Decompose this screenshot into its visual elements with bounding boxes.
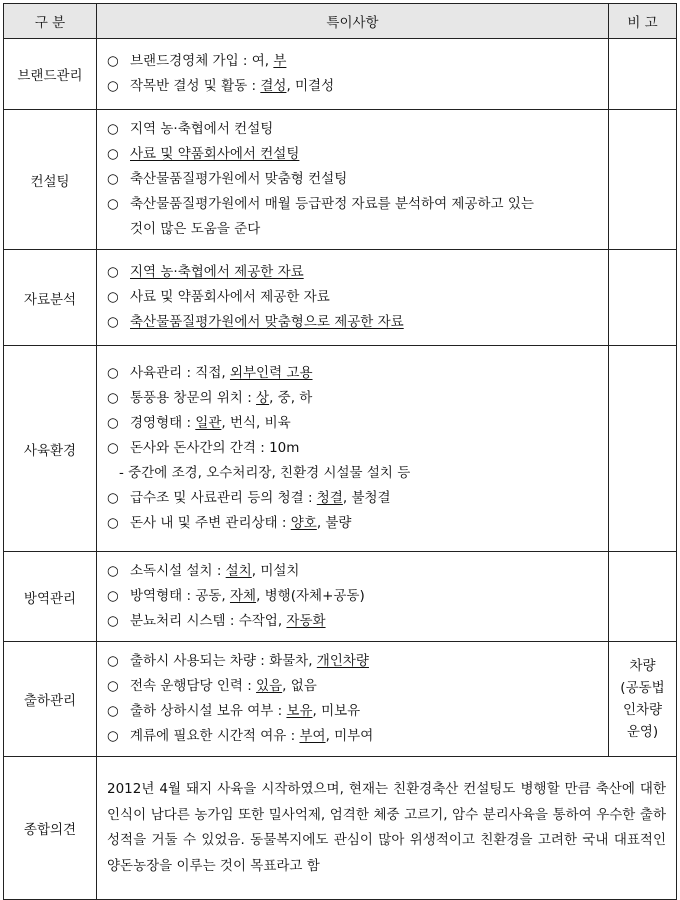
item-text: 축산물품질평가원에서 매월 등급판정 자료를 분석하여 제공하고 있는 [130,196,534,212]
item-text: 중간에 조경, 오수처리장, 친환경 시설물 설치 등 [128,465,411,481]
selected-option: 축산물품질평가원에서 맞춤형으로 제공한 자료 [130,314,404,330]
list-item [107,436,600,461]
item-text: 통풍용 창문의 위치 : [130,390,257,406]
row-remarks [609,552,677,642]
list-item [107,724,600,749]
circle-bullet-icon: ○ [107,53,119,69]
remark-line: (공동법 [620,680,665,696]
table-row [4,110,677,250]
row-category: 브랜드관리 [4,39,97,110]
row-items [97,642,609,757]
list-item [107,310,600,335]
circle-bullet-icon: ○ [107,264,119,280]
row-category: 방역관리 [4,552,97,642]
item-text: 브랜드경영체 가입 : 여, [130,53,274,69]
circle-bullet-icon: ○ [107,196,119,212]
item-text: 축산물품질평가원에서 맞춤형 컨설팅 [130,171,348,187]
row-remarks [609,110,677,250]
list-item [107,74,600,99]
remark-line: 인차량 [622,702,663,718]
remark-line: 차량 [629,658,656,674]
selected-option: 자체 [229,588,257,604]
item-text: 돈사와 돈사간의 간격 : 10m [130,440,300,456]
item-text: 소독시설 설치 : [130,563,226,579]
list-subitem [107,461,600,486]
item-text: , 불량 [316,515,352,531]
list-item [107,117,600,142]
selected-option: 일관 [195,415,222,431]
selected-option: 양호 [290,515,317,531]
item-text: , 중, 하 [269,390,313,406]
circle-bullet-icon: ○ [107,314,119,330]
item-text: , 미보유 [312,703,361,719]
item-text: 돈사 내 및 주변 관리상태 : [130,515,291,531]
circle-bullet-icon: ○ [107,121,119,137]
circle-bullet-icon: ○ [107,365,119,381]
selected-option: 지역 농·축협에서 제공한 자료 [130,264,304,280]
list-item [107,674,600,699]
item-text: , 없음 [282,678,317,694]
list-item [107,49,600,74]
header-remarks: 비 고 [609,4,677,39]
list-item [107,411,600,436]
list-item [107,361,600,386]
selected-option: 결성 [260,78,287,94]
circle-bullet-icon: ○ [107,415,119,431]
list-item [107,285,600,310]
list-item [107,559,600,584]
selected-option: 개인차량 [316,653,369,669]
farm-assessment-table [3,3,677,900]
selected-option: 외부인력 고용 [229,365,313,381]
list-item [107,260,600,285]
header-details: 특이사항 [97,4,609,39]
item-text: , 미설치 [251,563,300,579]
selected-option: 자동화 [286,613,326,629]
circle-bullet-icon: ○ [107,653,119,669]
item-text: 사료 및 약품회사에서 제공한 자료 [130,289,330,305]
item-text: 방역형태 : 공동, [130,588,230,604]
item-text: , 번식, 비육 [221,415,291,431]
item-text: 분뇨처리 시스템 : 수작업, [130,613,287,629]
list-item [107,167,600,192]
item-text: , 미결성 [286,78,335,94]
list-item [107,192,600,217]
table-row [4,552,677,642]
circle-bullet-icon: ○ [107,289,119,305]
row-items [97,110,609,250]
selected-option: 상 [256,390,270,406]
item-text: 출하시 사용되는 차량 : 화물차, [130,653,317,669]
row-remarks [609,346,677,552]
selected-option: 청결 [316,490,343,506]
list-item [107,511,600,536]
table-row [4,346,677,552]
item-text: 전속 운행담당 인력 : [130,678,257,694]
list-item [107,649,600,674]
table-row [4,250,677,346]
header-category: 구 분 [4,4,97,39]
row-items [97,552,609,642]
list-item [107,699,600,724]
item-text: 출하 상하시설 보유 여부 : [130,703,287,719]
circle-bullet-icon: ○ [107,78,119,94]
circle-bullet-icon: ○ [107,703,119,719]
list-item [107,584,600,609]
selected-option: 부 [273,53,287,69]
row-remarks [609,642,677,757]
circle-bullet-icon: ○ [107,390,119,406]
circle-bullet-icon: ○ [107,728,119,744]
row-category: 컨설팅 [4,110,97,250]
item-text: 경영형태 : [130,415,196,431]
row-items [97,250,609,346]
circle-bullet-icon: ○ [107,490,119,506]
list-item-continuation: 것이 많은 도움을 준다 [130,221,261,237]
row-remarks [609,39,677,110]
table-row [4,642,677,757]
summary-category: 종합의견 [4,757,97,900]
circle-bullet-icon: ○ [107,678,119,694]
circle-bullet-icon: ○ [107,563,119,579]
list-item [107,142,600,167]
list-item [107,386,600,411]
item-text: 계류에 필요한 시간적 여유 : [130,728,300,744]
item-text: 지역 농·축협에서 컨설팅 [130,121,274,137]
remark-line: 운영) [626,724,659,740]
selected-option: 부여 [299,728,326,744]
item-text: , 미부여 [325,728,374,744]
circle-bullet-icon: ○ [107,588,119,604]
row-category: 자료분석 [4,250,97,346]
row-items [97,39,609,110]
selected-option: 있음 [256,678,283,694]
selected-option: 보유 [286,703,313,719]
circle-bullet-icon: ○ [107,171,119,187]
header-row [4,4,677,39]
table-row [4,39,677,110]
row-items [97,346,609,552]
row-category: 사육환경 [4,346,97,552]
list-item [107,609,600,634]
selected-option: 사료 및 약품회사에서 컨설팅 [130,146,300,162]
item-text: 급수조 및 사료관리 등의 청결 : [130,490,317,506]
row-category: 출하관리 [4,642,97,757]
item-text: , 병행(자체+공동) [256,588,365,604]
list-item [107,486,600,511]
item-text: , 불청결 [342,490,391,506]
circle-bullet-icon: ○ [107,613,119,629]
circle-bullet-icon: ○ [107,146,119,162]
circle-bullet-icon: ○ [107,515,119,531]
summary-row [4,757,677,900]
summary-text: 2012년 4월 돼지 사육을 시작하였으며, 현재는 친환경축산 컨설팅도 병행할 만큼 축산에 대한 인식이 남다른 농가임 또한 밀사억제, 엄격한 체중 고르기, 암수 분리사육을 통하여 우수한 출하성적을 거둘 수 있었음. 동물복지에도 관심이 많아 위생적이고 친환경을 고려한 국내 대표적인 양돈농장을 이루는 것이 목표라고 함 [97,757,677,900]
item-text: 작목반 결성 및 활동 : [130,78,261,94]
circle-bullet-icon: ○ [107,440,119,456]
item-text: 사육관리 : 직접, [130,365,230,381]
dash-marker: - [119,465,129,481]
selected-option: 설치 [225,563,252,579]
row-remarks [609,250,677,346]
